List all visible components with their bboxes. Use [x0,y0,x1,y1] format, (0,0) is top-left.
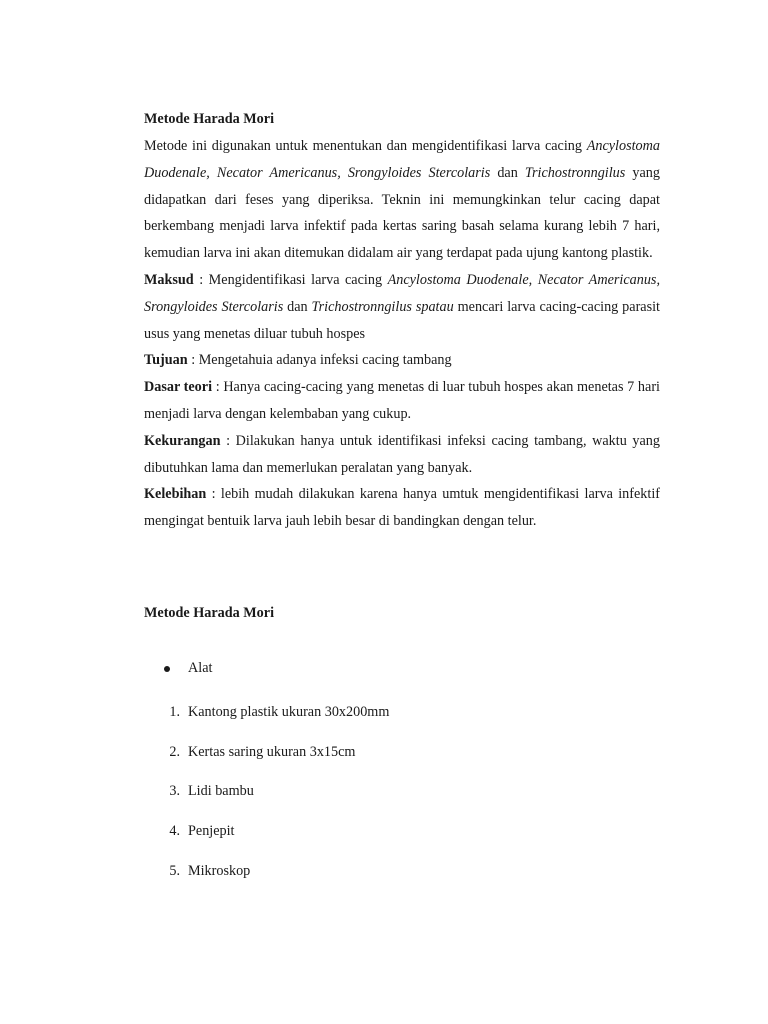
list-number: 5. [169,863,180,879]
list-number: 4. [169,823,180,839]
intro-text-2: dan [490,164,525,181]
bullet-item [144,656,660,680]
list-item [144,859,660,883]
list-item-text: Mikroskop [188,863,251,879]
maksud-text-1: : Mengidentifikasi larva cacing [193,271,388,288]
list-item [144,819,660,843]
intro-species-2: Trichostronngilus [524,164,626,181]
list-item [144,779,660,803]
list-item-text: Kantong plastik ukuran 30x200mm [188,704,390,720]
kekurangan-paragraph [144,428,660,482]
kelebihan-text: : lebih mudah dilakukan karena hanya umtuk mengidentifikasi larva infektif mengingat bentuik larva jauh lebih besar di bandingkan dengan telur. [144,486,660,530]
list-item [144,700,660,724]
kekurangan-label: Kekurangan [144,432,221,449]
dasar-teori-label: Dasar teori [144,379,213,396]
list-number: 2. [169,744,180,760]
section-body [144,133,660,535]
bullet-dot [164,666,170,672]
list-item-text: Lidi bambu [188,783,254,799]
intro-paragraph [144,133,660,267]
tujuan-text: : Mengetahuia adanya infeksi cacing tambang [187,352,452,369]
maksud-text-3: mencari larva cacing-cacing parasit usus yang menetas diluar tubuh hospes [144,298,660,342]
list-item-text: Penjepit [188,823,235,839]
maksud-label: Maksud [144,271,194,288]
list-number: 1. [169,704,180,720]
maksud-species-2: Trichostronngilus spatau [311,298,454,315]
intro-text-1: Metode ini digunakan untuk menentukan dan mengidentifikasi larva cacing [144,138,587,154]
intro-species-1: Ancylostoma Duodenale, Necator Americanus, Srongyloides Stercolaris [144,138,660,181]
maksud-text-2: dan [283,298,312,315]
section-title-2: Metode Harada Mori [144,605,275,621]
dasar-teori-paragraph [144,374,660,428]
section-title: Metode Harada Mori [144,111,275,127]
kekurangan-text: : Dilakukan hanya untuk identifikasi infeksi cacing tambang, waktu yang dibutuhkan lama dan memerlukan peralatan yang banyak. [144,432,660,476]
maksud-species-1: Ancylostoma Duodenale, Necator Americanus, Srongyloides Stercolaris [144,271,660,315]
list-item [144,740,660,764]
tujuan-label: Tujuan [144,352,188,369]
dasar-teori-text: : Hanya cacing-cacing yang menetas di luar tubuh hospes akan menetas 7 hari menjadi larva dengan kelembaban yang cukup. [144,379,660,422]
maksud-paragraph [144,267,660,347]
bullet-item-label: Alat [188,660,213,676]
list-number: 3. [169,783,180,799]
kelebihan-paragraph [144,481,660,535]
kelebihan-label: Kelebihan [144,486,207,503]
intro-text-3: yang didapatkan dari feses yang diperiksa. Teknin ini memungkinkan telur cacing dapat berkembang menjadi larva infektif pada kertas saring basah selama kurang lebih 7 hari, kemudian larva ini akan ditemukan didalam air yang terdapat pada ujung kantong plastik. [144,164,660,262]
tujuan-paragraph [144,347,660,374]
list-item-text: Kertas saring ukuran 3x15cm [188,744,356,760]
